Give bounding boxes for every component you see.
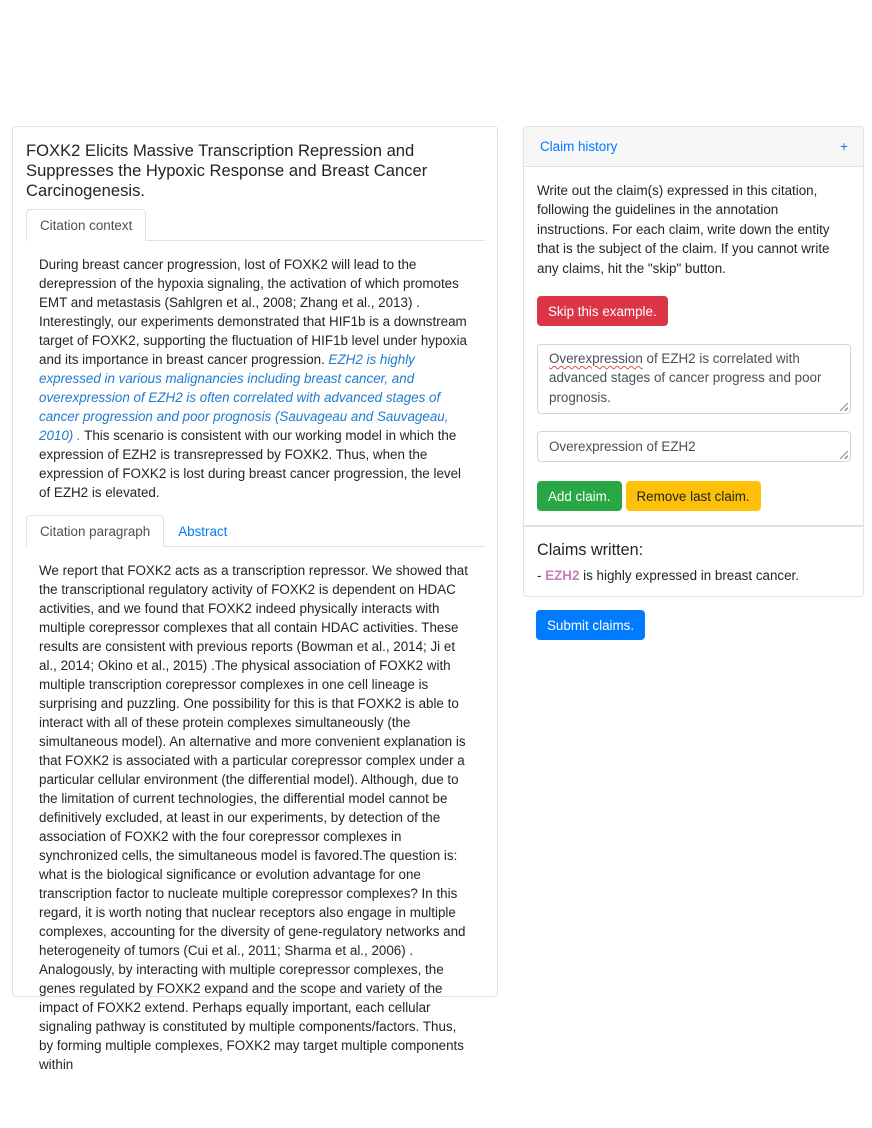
- annotation-panel: [523, 167, 864, 526]
- resize-handle-icon[interactable]: [840, 403, 848, 411]
- citation-paragraph: We report that FOXK2 acts as a transcription repressor. We showed that the transcriptional regulatory activity of FOXK2 is dependent on HDAC activities, and we found that FOXK2 indeed physically interacts with multiple corepressor complexes that all contain HDAC activities. These results are consistent with previous reports (Bowman et al., 2014; Ji et al., 2014; Okino et al., 2015) .The physical association of FOXK2 with multiple transcription corepressor complexes in one cell lineage is surprising and puzzling. One possibility for this is that FOXK2 is able to interact with all of these protein complexes simultaneously (the simultaneous model). An alternative and more convenient explanation is that FOXK2 is associated with a particular corepressor complex under a particular cellular environment (the differential model). Although, due to the limitation of current technologies, the differential model cannot be definitively excluded, at least in our experiments, by detection of the association of FOXK2 with the four corepressor complexes in synchronized cells, the simultaneous model is favored.The question is: what is the biological significance or evolution advantage for one transcription factor to nucleate multiple corepressor complexes? In this regard, it is worth noting that nuclear receptors also engage in multiple complexes, accounting for the diversity of gene-regulatory networks and heterogeneity of tumors (Cui et al., 2011; Sharma et al., 2006) . Analogously, by interacting with multiple corepressor complexes, the genes regulated by FOXK2 expand and the scope and variety of the impact of FOXK2 extend. Perhaps equally important, each cellular signaling pathway is constituted by multiple components/factors. Thus, by forming multiple complexes, FOXK2 may target multiple components within: [39, 563, 468, 1072]
- claims-written-panel: [523, 526, 864, 597]
- paragraph-tabs: [26, 515, 485, 547]
- context-tabs: [26, 209, 485, 241]
- claim-entity-tag: EZH2: [545, 568, 580, 583]
- paper-title: FOXK2 Elicits Massive Transcription Repression and Suppresses the Hypoxic Response and Breast Cancer Carcinogenesis.: [26, 141, 428, 200]
- citation-highlight: EZH2 is highly expressed in various malignancies including breast cancer, and overexpression of EZH2 is often correlated with advanced stages of cancer progression and poor prognosis (Sauvageau and Sauvageau, 2010) .: [39, 352, 449, 443]
- claim-text: of EZH2 is correlated with advanced stages of cancer progress and poor prognosis.: [549, 351, 822, 405]
- claim-history-label: Claim history: [540, 139, 618, 154]
- entity-textarea[interactable]: [537, 431, 851, 462]
- paper-panel: [12, 126, 498, 1072]
- claims-written-title: Claims written:: [537, 541, 644, 559]
- context-text-before: During breast cancer progression, lost of FOXK2 will lead to the derepression of the hypoxia signaling, the activation of which promotes EMT and metastasis (Sahlgren et al., 2008; Zhang et al., 2013) . Interestingly, our experiments demonstrated that HIF1b is a downstream target of FOXK2, supporting the fluctuation of HIF1b level under hypoxia and its importance in breast cancer progression.: [39, 257, 468, 367]
- context-text-after: This scenario is consistent with our working model in which the expression of EZH2 is transrepressed by FOXK2. Thus, when the expression of FOXK2 is lost during breast cancer progression, the level of EZH2 is elevated.: [39, 428, 462, 500]
- tab-citation-paragraph[interactable]: Citation paragraph: [26, 515, 164, 547]
- tab-citation-context[interactable]: Citation context: [26, 209, 146, 241]
- skip-button[interactable]: Skip this example.: [537, 296, 668, 326]
- expand-icon[interactable]: +: [840, 139, 848, 154]
- entity-text: Overexpression of EZH2: [549, 439, 696, 454]
- spellcheck-word: Overexpression: [549, 351, 643, 366]
- add-claim-button[interactable]: Add claim.: [537, 481, 622, 511]
- instructions-text: Write out the claim(s) expressed in this citation, following the guidelines in the annotation instructions. For each claim, write down the entity that is the subject of the claim. If you cannot write any claims, hit the "skip" button.: [537, 183, 830, 276]
- claim-item-text: is highly expressed in breast cancer.: [579, 568, 799, 583]
- list-item: [537, 566, 850, 585]
- citation-context: [26, 255, 485, 502]
- resize-handle-icon[interactable]: [840, 451, 848, 459]
- claim-history-header[interactable]: [523, 126, 864, 167]
- list-item-prefix: -: [537, 568, 546, 583]
- claim-textarea[interactable]: [537, 344, 851, 414]
- submit-claims-button[interactable]: Submit claims.: [536, 610, 645, 640]
- tab-abstract[interactable]: Abstract: [178, 524, 228, 539]
- claim-actions: [537, 481, 761, 511]
- remove-last-claim-button[interactable]: Remove last claim.: [626, 481, 761, 511]
